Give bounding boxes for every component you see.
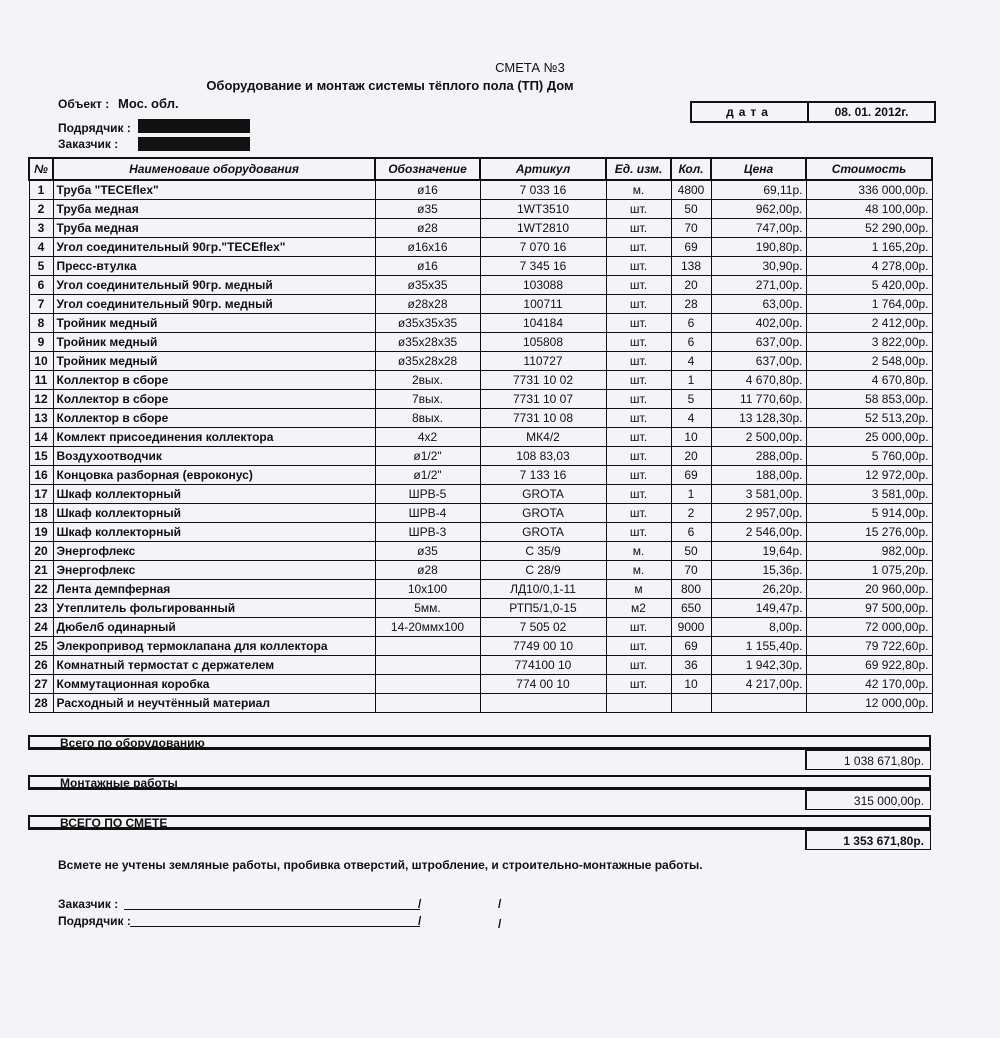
row-number: 3 [29, 219, 53, 238]
item-unit: шт. [606, 409, 671, 428]
item-price: 190,80р. [711, 238, 806, 257]
table-row [29, 219, 932, 238]
table-row [29, 466, 932, 485]
col-header-number: № [29, 158, 53, 180]
item-article: 7731 10 02 [480, 371, 606, 390]
item-name: Энергофлекс [53, 542, 375, 561]
item-cost: 97 500,00р. [806, 599, 932, 618]
table-row [29, 333, 932, 352]
item-article: 7731 10 07 [480, 390, 606, 409]
item-price: 2 957,00р. [711, 504, 806, 523]
item-unit: шт. [606, 238, 671, 257]
item-article: 7749 00 10 [480, 637, 606, 656]
item-name: Тройник медный [53, 333, 375, 352]
item-unit: шт. [606, 295, 671, 314]
item-article: GROTA [480, 523, 606, 542]
item-qty: 70 [671, 219, 711, 238]
item-qty: 70 [671, 561, 711, 580]
item-price: 15,36р. [711, 561, 806, 580]
item-name: Коммутационная коробка [53, 675, 375, 694]
table-row [29, 542, 932, 561]
contractor-redaction [138, 119, 250, 133]
item-price: 69,11р. [711, 180, 806, 200]
item-cost: 12 000,00р. [806, 694, 932, 713]
table-row [29, 637, 932, 656]
row-number: 18 [29, 504, 53, 523]
works-total-label: Монтажные работы [28, 775, 931, 790]
item-designation [375, 694, 480, 713]
item-designation: ø16х16 [375, 238, 480, 257]
item-designation [375, 675, 480, 694]
item-designation: 10х100 [375, 580, 480, 599]
table-row [29, 314, 932, 333]
item-cost: 79 722,60р. [806, 637, 932, 656]
item-name: Пресс-втулка [53, 257, 375, 276]
row-number: 25 [29, 637, 53, 656]
col-header-article: Артикул [480, 158, 606, 180]
item-cost: 2 412,00р. [806, 314, 932, 333]
customer-signature-line [124, 897, 420, 910]
object-value: Мос. обл. [118, 96, 179, 111]
item-name: Дюбелб одинарный [53, 618, 375, 637]
item-cost: 3 581,00р. [806, 485, 932, 504]
item-price: 63,00р. [711, 295, 806, 314]
item-article: 105808 [480, 333, 606, 352]
item-designation: ШРВ-3 [375, 523, 480, 542]
item-price [711, 694, 806, 713]
table-row [29, 409, 932, 428]
works-total-value: 315 000,00р. [805, 790, 931, 810]
item-qty: 800 [671, 580, 711, 599]
item-name: Тройник медный [53, 352, 375, 371]
item-unit: шт. [606, 371, 671, 390]
item-designation: 2вых. [375, 371, 480, 390]
item-qty [671, 694, 711, 713]
row-number: 13 [29, 409, 53, 428]
table-row [29, 352, 932, 371]
item-qty: 5 [671, 390, 711, 409]
table-body [29, 180, 932, 713]
item-name: Концовка разборная (евроконус) [53, 466, 375, 485]
item-name: Труба медная [53, 219, 375, 238]
table-row [29, 276, 932, 295]
item-designation: 4х2 [375, 428, 480, 447]
row-number: 6 [29, 276, 53, 295]
item-unit: шт. [606, 276, 671, 295]
row-number: 14 [29, 428, 53, 447]
table-row [29, 180, 932, 200]
item-price: 4 217,00р. [711, 675, 806, 694]
item-price: 3 581,00р. [711, 485, 806, 504]
item-name: Расходный и неучтённый материал [53, 694, 375, 713]
row-number: 1 [29, 180, 53, 200]
item-price: 149,47р. [711, 599, 806, 618]
item-price: 1 155,40р. [711, 637, 806, 656]
item-designation: 8вых. [375, 409, 480, 428]
item-qty: 69 [671, 238, 711, 257]
item-qty: 4 [671, 352, 711, 371]
item-cost: 15 276,00р. [806, 523, 932, 542]
item-name: Утеплитель фольгированный [53, 599, 375, 618]
item-designation: ø35 [375, 200, 480, 219]
table-row [29, 257, 932, 276]
item-name: Угол соединительный 90гр. медный [53, 276, 375, 295]
item-unit: шт. [606, 637, 671, 656]
table-row [29, 561, 932, 580]
item-qty: 10 [671, 675, 711, 694]
grand-total-label: ВСЕГО ПО СМЕТЕ [28, 815, 931, 830]
item-designation: ø35 [375, 542, 480, 561]
item-unit: шт. [606, 257, 671, 276]
item-unit: шт. [606, 656, 671, 675]
item-article: 1WT2810 [480, 219, 606, 238]
row-number: 4 [29, 238, 53, 257]
works-total-row [28, 775, 931, 811]
item-qty: 36 [671, 656, 711, 675]
item-unit [606, 694, 671, 713]
item-unit: шт. [606, 466, 671, 485]
row-number: 7 [29, 295, 53, 314]
table-row [29, 295, 932, 314]
item-cost: 52 513,20р. [806, 409, 932, 428]
item-cost: 72 000,00р. [806, 618, 932, 637]
col-header-name: Наименоваие оборудования [53, 158, 375, 180]
table-row [29, 200, 932, 219]
item-cost: 52 290,00р. [806, 219, 932, 238]
item-price: 637,00р. [711, 352, 806, 371]
table-row [29, 428, 932, 447]
item-name: Элекропривод термоклапана для коллектора [53, 637, 375, 656]
table-row [29, 371, 932, 390]
col-header-designation: Обозначение [375, 158, 480, 180]
item-designation: ШРВ-5 [375, 485, 480, 504]
item-name: Шкаф коллекторный [53, 504, 375, 523]
row-number: 19 [29, 523, 53, 542]
item-article: 1WT3510 [480, 200, 606, 219]
item-unit: м. [606, 180, 671, 200]
item-cost: 3 822,00р. [806, 333, 932, 352]
item-cost: 336 000,00р. [806, 180, 932, 200]
row-number: 28 [29, 694, 53, 713]
item-cost: 12 972,00р. [806, 466, 932, 485]
row-number: 22 [29, 580, 53, 599]
table-row [29, 523, 932, 542]
item-qty: 6 [671, 523, 711, 542]
date-label: дата [692, 103, 809, 121]
item-article: 108 83,03 [480, 447, 606, 466]
item-cost: 1 764,00р. [806, 295, 932, 314]
item-price: 2 546,00р. [711, 523, 806, 542]
item-name: Воздухоотводчик [53, 447, 375, 466]
row-number: 21 [29, 561, 53, 580]
item-article: С 35/9 [480, 542, 606, 561]
contractor-signature-slash-2: / [498, 917, 502, 931]
item-unit: шт. [606, 675, 671, 694]
item-price: 2 500,00р. [711, 428, 806, 447]
customer-redaction [138, 137, 250, 151]
item-name: Лента демпферная [53, 580, 375, 599]
item-designation: ø1/2" [375, 447, 480, 466]
row-number: 11 [29, 371, 53, 390]
item-article: GROTA [480, 485, 606, 504]
item-article: 7 345 16 [480, 257, 606, 276]
item-cost: 982,00р. [806, 542, 932, 561]
item-qty: 2 [671, 504, 711, 523]
row-number: 26 [29, 656, 53, 675]
equipment-total-label: Всего по оборудованию [28, 735, 931, 750]
item-cost: 69 922,80р. [806, 656, 932, 675]
table-row [29, 675, 932, 694]
item-designation: 5мм. [375, 599, 480, 618]
item-price: 747,00р. [711, 219, 806, 238]
item-designation: ø1/2" [375, 466, 480, 485]
table-row [29, 618, 932, 637]
item-designation: ø35х28х35 [375, 333, 480, 352]
item-article: 774100 10 [480, 656, 606, 675]
item-unit: м2 [606, 599, 671, 618]
table-row [29, 504, 932, 523]
item-cost: 5 420,00р. [806, 276, 932, 295]
document-title: СМЕТА №3 [495, 60, 565, 75]
item-designation: ø28 [375, 219, 480, 238]
item-qty: 20 [671, 276, 711, 295]
item-unit: шт. [606, 485, 671, 504]
item-qty: 69 [671, 466, 711, 485]
footnote: Всмете не учтены земляные работы, пробивка отверстий, штробление, и строительно-монтажные работы. [58, 858, 703, 872]
object-label: Объект : [58, 97, 110, 111]
col-header-unit: Ед. изм. [606, 158, 671, 180]
table-row [29, 485, 932, 504]
item-unit: шт. [606, 618, 671, 637]
row-number: 15 [29, 447, 53, 466]
customer-label: Заказчик : [58, 137, 119, 151]
item-designation: ø28х28 [375, 295, 480, 314]
item-unit: шт. [606, 333, 671, 352]
table-row [29, 599, 932, 618]
table-row [29, 694, 932, 713]
item-designation: ø16 [375, 180, 480, 200]
row-number: 23 [29, 599, 53, 618]
item-cost: 1 075,20р. [806, 561, 932, 580]
item-designation: ø28 [375, 561, 480, 580]
item-price: 19,64р. [711, 542, 806, 561]
item-price: 13 128,30р. [711, 409, 806, 428]
item-designation [375, 656, 480, 675]
item-price: 188,00р. [711, 466, 806, 485]
item-unit: м [606, 580, 671, 599]
item-article [480, 694, 606, 713]
item-price: 271,00р. [711, 276, 806, 295]
contractor-signature-label: Подрядчик : [58, 914, 131, 928]
item-name: Тройник медный [53, 314, 375, 333]
item-name: Коллектор в сборе [53, 371, 375, 390]
item-cost: 2 548,00р. [806, 352, 932, 371]
item-unit: шт. [606, 219, 671, 238]
item-name: Угол соединительный 90гр."TECEflex" [53, 238, 375, 257]
contractor-label: Подрядчик : [58, 121, 131, 135]
item-name: Комлект присоединения коллектора [53, 428, 375, 447]
item-unit: шт. [606, 523, 671, 542]
item-article: 104184 [480, 314, 606, 333]
item-name: Труба медная [53, 200, 375, 219]
item-price: 4 670,80р. [711, 371, 806, 390]
table-header-row [29, 158, 932, 180]
row-number: 24 [29, 618, 53, 637]
item-article: С 28/9 [480, 561, 606, 580]
item-cost: 4 278,00р. [806, 257, 932, 276]
table-row [29, 238, 932, 257]
row-number: 27 [29, 675, 53, 694]
item-article: 774 00 10 [480, 675, 606, 694]
item-unit: шт. [606, 504, 671, 523]
date-box [690, 101, 936, 123]
table-row [29, 656, 932, 675]
grand-total-value: 1 353 671,80р. [805, 830, 931, 850]
item-name: Коллектор в сборе [53, 390, 375, 409]
equipment-total-value: 1 038 671,80р. [805, 750, 931, 770]
contractor-signature-slash: / [418, 914, 422, 928]
col-header-qty: Кол. [671, 158, 711, 180]
row-number: 20 [29, 542, 53, 561]
item-qty: 50 [671, 542, 711, 561]
row-number: 9 [29, 333, 53, 352]
item-article: 7 505 02 [480, 618, 606, 637]
date-value: 08. 01. 2012г. [834, 105, 909, 119]
item-designation: ø16 [375, 257, 480, 276]
item-article: 100711 [480, 295, 606, 314]
item-name: Энергофлекс [53, 561, 375, 580]
item-unit: м. [606, 542, 671, 561]
table-row [29, 580, 932, 599]
item-qty: 20 [671, 447, 711, 466]
item-name: Комнатный термостат с держателем [53, 656, 375, 675]
item-article: 7 133 16 [480, 466, 606, 485]
item-price: 962,00р. [711, 200, 806, 219]
item-qty: 28 [671, 295, 711, 314]
item-cost: 4 670,80р. [806, 371, 932, 390]
item-article: GROTA [480, 504, 606, 523]
item-price: 1 942,30р. [711, 656, 806, 675]
table-row [29, 390, 932, 409]
item-unit: шт. [606, 428, 671, 447]
item-article: 7731 10 08 [480, 409, 606, 428]
item-article: РТП5/1,0-15 [480, 599, 606, 618]
row-number: 2 [29, 200, 53, 219]
item-price: 637,00р. [711, 333, 806, 352]
item-unit: м. [606, 561, 671, 580]
item-cost: 25 000,00р. [806, 428, 932, 447]
item-unit: шт. [606, 314, 671, 333]
item-article: 7 070 16 [480, 238, 606, 257]
item-article: МК4/2 [480, 428, 606, 447]
item-article: 103088 [480, 276, 606, 295]
item-designation: ø35х28х28 [375, 352, 480, 371]
item-qty: 50 [671, 200, 711, 219]
equipment-total-row [28, 735, 931, 771]
item-cost: 20 960,00р. [806, 580, 932, 599]
col-header-price: Цена [711, 158, 806, 180]
item-name: Коллектор в сборе [53, 409, 375, 428]
item-designation: ø35х35х35 [375, 314, 480, 333]
item-name: Шкаф коллекторный [53, 485, 375, 504]
item-cost: 58 853,00р. [806, 390, 932, 409]
item-designation: ШРВ-4 [375, 504, 480, 523]
item-unit: шт. [606, 352, 671, 371]
item-cost: 42 170,00р. [806, 675, 932, 694]
item-qty: 10 [671, 428, 711, 447]
item-designation: ø35х35 [375, 276, 480, 295]
item-qty: 6 [671, 314, 711, 333]
item-unit: шт. [606, 390, 671, 409]
item-price: 11 770,60р. [711, 390, 806, 409]
customer-signature-label: Заказчик : [58, 897, 119, 911]
item-qty: 1 [671, 485, 711, 504]
item-article: ЛД10/0,1-11 [480, 580, 606, 599]
item-qty: 1 [671, 371, 711, 390]
row-number: 16 [29, 466, 53, 485]
item-cost: 5 914,00р. [806, 504, 932, 523]
item-qty: 650 [671, 599, 711, 618]
item-qty: 4 [671, 409, 711, 428]
item-article: 110727 [480, 352, 606, 371]
contractor-signature-line [130, 914, 420, 927]
item-price: 288,00р. [711, 447, 806, 466]
item-cost: 5 760,00р. [806, 447, 932, 466]
item-qty: 6 [671, 333, 711, 352]
item-name: Шкаф коллекторный [53, 523, 375, 542]
item-unit: шт. [606, 200, 671, 219]
item-qty: 69 [671, 637, 711, 656]
item-cost: 48 100,00р. [806, 200, 932, 219]
item-qty: 138 [671, 257, 711, 276]
item-cost: 1 165,20р. [806, 238, 932, 257]
estimate-table [28, 157, 933, 713]
item-price: 30,90р. [711, 257, 806, 276]
row-number: 8 [29, 314, 53, 333]
item-price: 26,20р. [711, 580, 806, 599]
row-number: 5 [29, 257, 53, 276]
item-name: Угол соединительный 90гр. медный [53, 295, 375, 314]
customer-signature-slash-2: / [498, 897, 502, 911]
customer-signature-slash: / [418, 897, 422, 911]
item-designation [375, 637, 480, 656]
row-number: 12 [29, 390, 53, 409]
item-unit: шт. [606, 447, 671, 466]
row-number: 17 [29, 485, 53, 504]
item-designation: 7вых. [375, 390, 480, 409]
document-subtitle: Оборудование и монтаж системы тёплого пола (ТП) Дом [206, 78, 574, 93]
item-qty: 9000 [671, 618, 711, 637]
row-number: 10 [29, 352, 53, 371]
item-designation: 14-20ммх100 [375, 618, 480, 637]
item-qty: 4800 [671, 180, 711, 200]
item-name: Труба "TECEflex" [53, 180, 375, 200]
col-header-cost: Стоимость [806, 158, 932, 180]
item-price: 402,00р. [711, 314, 806, 333]
grand-total-row [28, 815, 931, 851]
table-row [29, 447, 932, 466]
item-article: 7 033 16 [480, 180, 606, 200]
item-price: 8,00р. [711, 618, 806, 637]
